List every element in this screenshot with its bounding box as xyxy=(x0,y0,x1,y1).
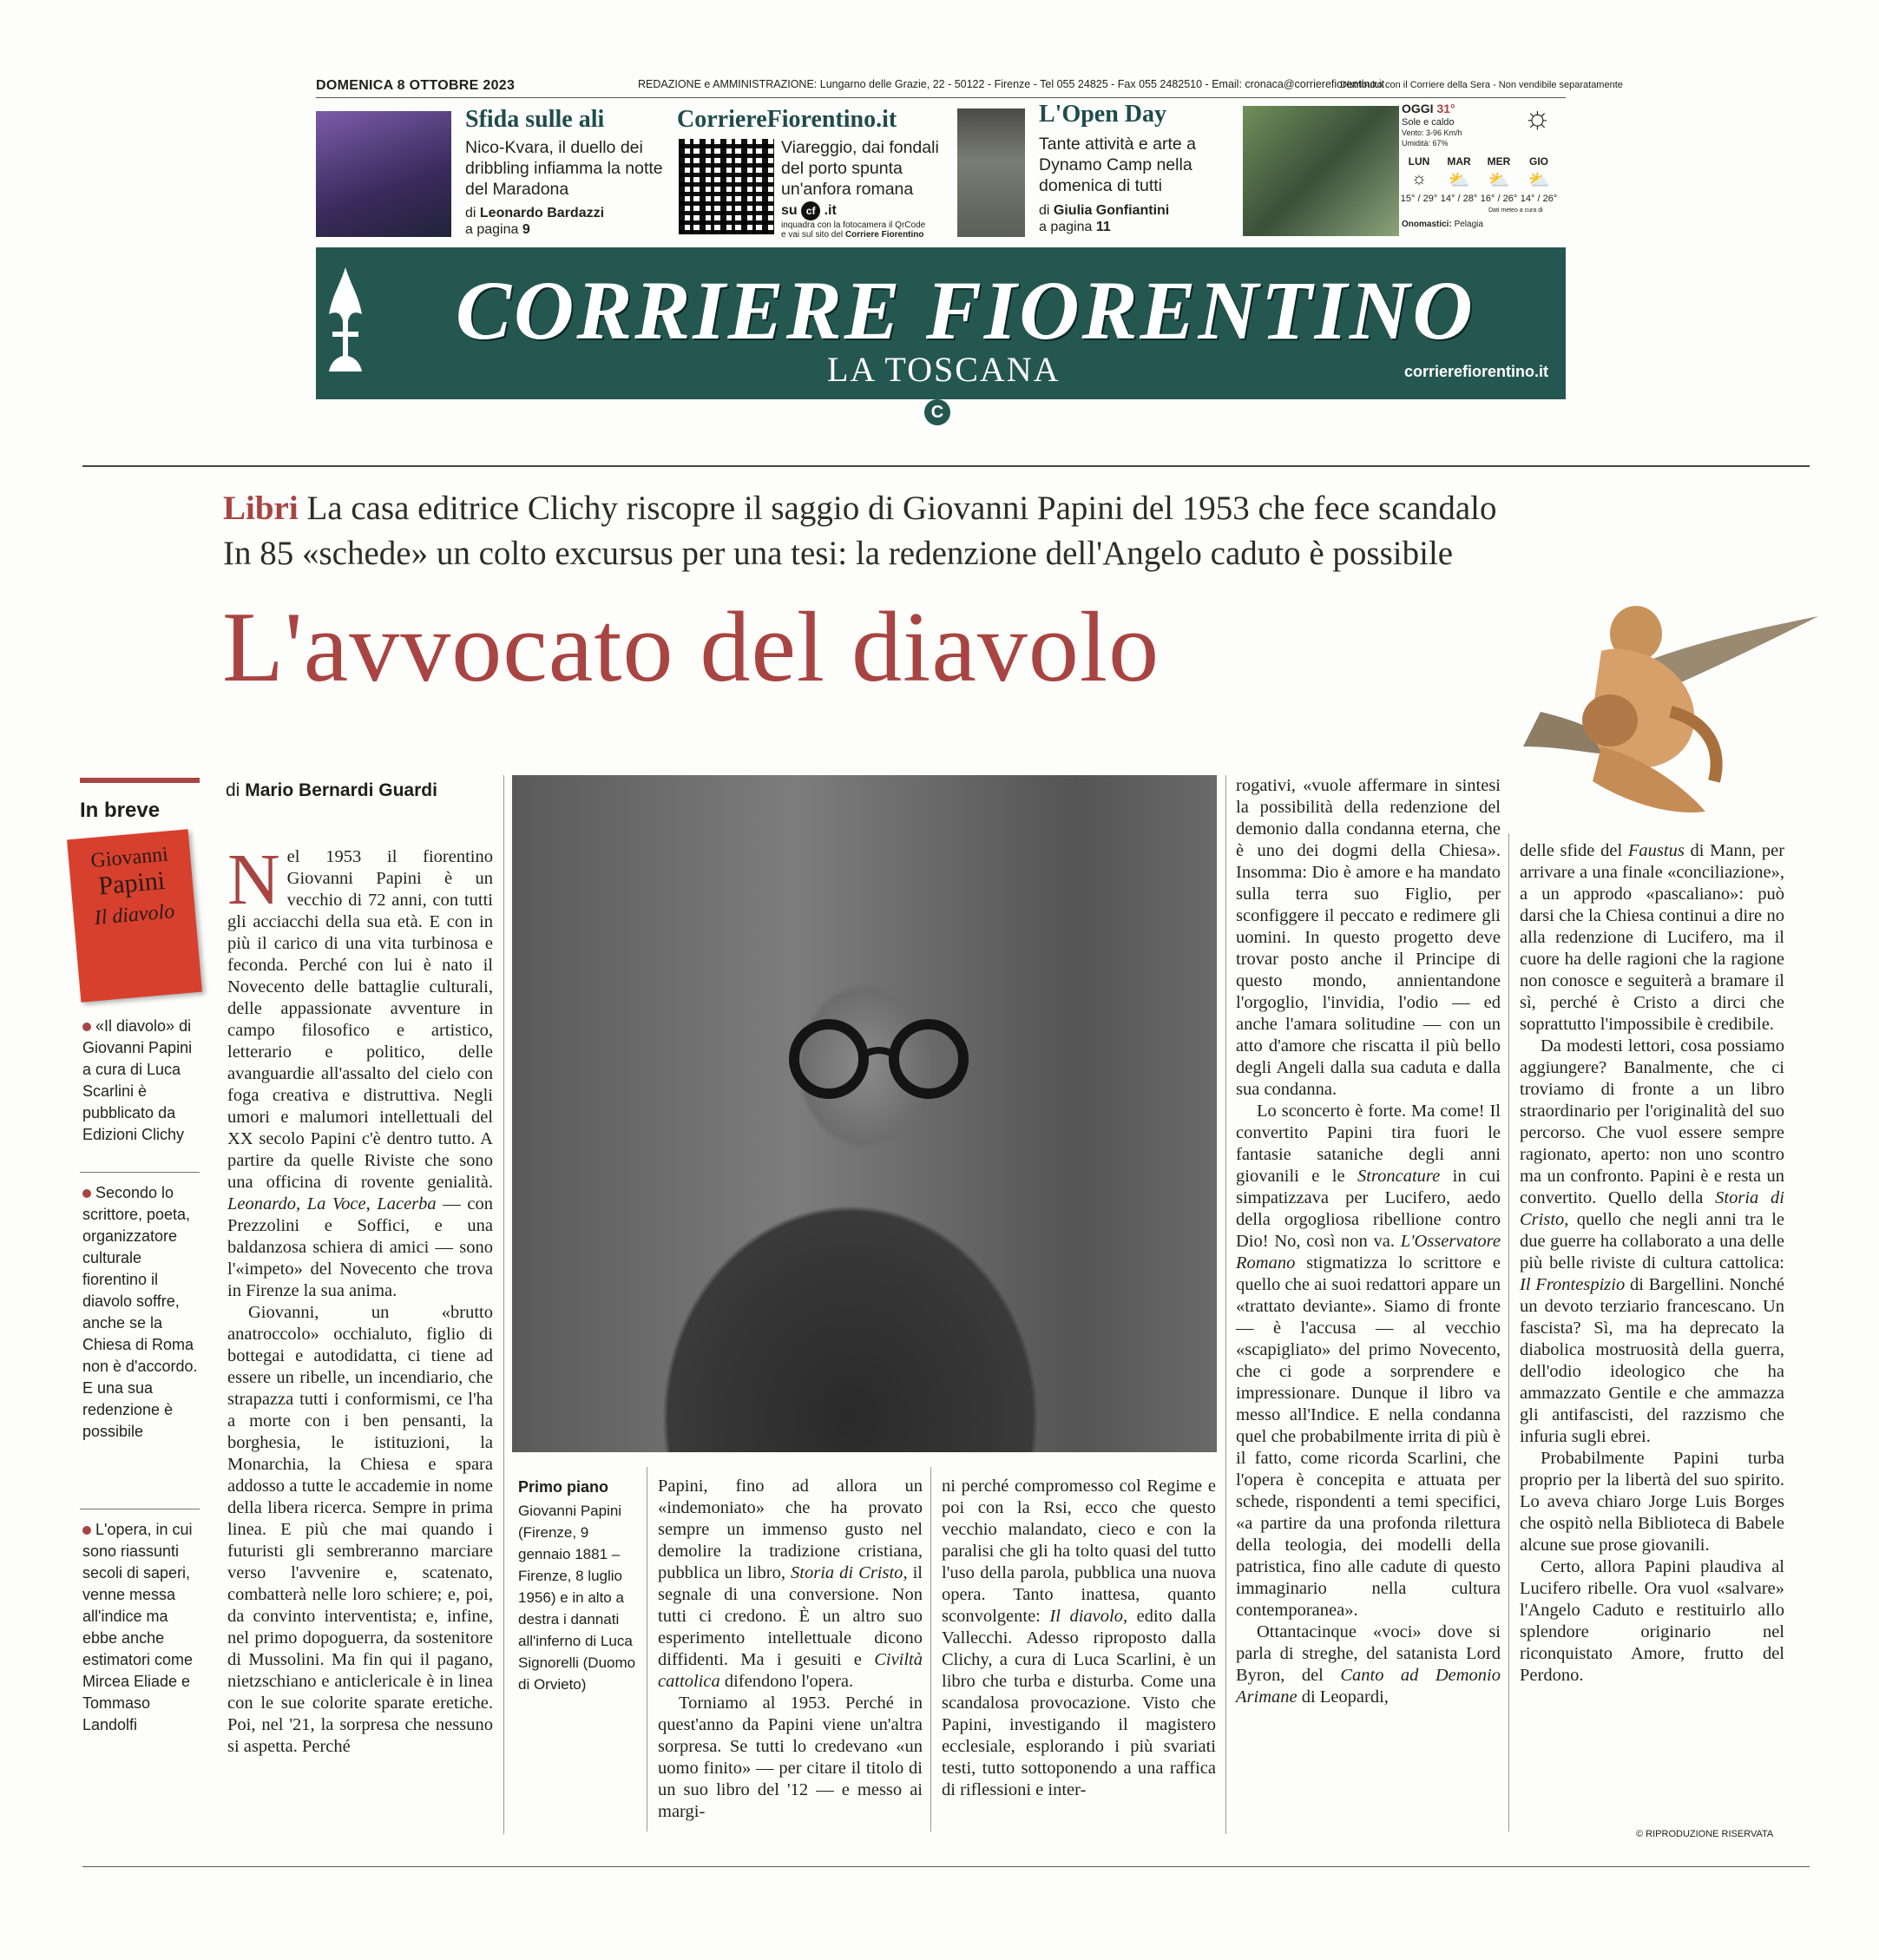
col5-p1b: di Mann, per arrivare a una finale «conciliazione», a un approdo «pascaliano»: può darsi che la Chiesa continui a dire no alla redenzione di Lucifero, ma il cuore ha delle ragioni che la ragione non conosce e seguiterà a bramare il sì, perché è Cristo a dirci che soprattutto l'impossibile è credibile. xyxy=(1520,841,1785,1034)
col2-italic: Storia di Cristo xyxy=(791,1563,903,1582)
teaser-openday-author: Giulia Gonfiantini xyxy=(1053,203,1170,218)
col2-p2: Torniamo al 1953. Perché in quest'anno da Papini viene un'altra sorpresa. Se tutti lo credevano «un uomo finito» — per citare il titolo di un suo libro del '12 — e messo ai margi- xyxy=(658,1694,923,1821)
col3-p1b: , edito dalla Vallecchi. Adesso riproposto dalla Clichy, a cura di Luca Scarlini, è un libro che turba e disturba. Come una scandalosa provocazione. Visto che Papini, investigando il magistero ecclesiale, esplorando i più svariati testi, tutto sottoponendo a una raffica di riflessioni e inter- xyxy=(942,1607,1217,1799)
qr-text-1: inquadra con la fotocamera il QrCode xyxy=(781,220,926,230)
col5-p3: Probabilmente Papini turba proprio per la libertà del suo spirito. Lo aveva chiaro Jorge Luis Borges che ospitò nella Biblioteca di Babele alcune sue prose giovanili. xyxy=(1520,1449,1784,1555)
onomastici xyxy=(1402,220,1483,229)
article-kicker-2: In 85 «schede» un colto excursus per una tesi: la redenzione dell'Angelo caduto è possibile xyxy=(223,535,1454,572)
col4-p1: rogativi, «vuole affermare in sintesi la possibilità della redenzione del demonio dalla condanna eterna, che è uno dei dogmi della Chiesa». Insomma: Dio è amore e ha mandato sulla terra suo Figlio, per sconfiggere il peccato e redimere gli uomini. In questo progetto deve trovar posto anche il Principe di questo mondo, annientandone l'orgoglio, l'invidia, l'odio — ed anche l'amara solitudine — con un atto d'amore che riscatta il più bello degli Angeli dalla sua caduta e dalla sua condanna. xyxy=(1236,776,1501,1099)
article-column-5 xyxy=(1520,840,1784,1687)
forecast-day-2: MAR xyxy=(1447,155,1471,168)
article-headline: L'avvocato del diavolo xyxy=(222,592,1160,703)
col2-p1a: Papini, fino ad allora un «indemoniato» che ha provato sempre un immenso gusto nel demolire la tradizione cristiana, pubblica un libro, xyxy=(658,1477,923,1582)
teaser-sport-author: Leonardo Bardazzi xyxy=(479,206,605,220)
sidebar-title: In breve xyxy=(80,799,161,822)
cf-logo-icon: cf xyxy=(801,201,820,220)
bullet-icon xyxy=(82,1526,91,1535)
col1-italic: Leonardo, La Voce, Lacerba xyxy=(227,1194,437,1213)
col5-p4: Certo, allora Papini plaudiva al Lucifero ribelle. Ora vuol «salvare» l'Angelo Caduto e restituirlo allo splendore originario nel riconquistato Amore, frutto del Perdono. xyxy=(1520,1557,1784,1685)
article-column-4 xyxy=(1236,775,1501,1708)
distribution-note: Distribuito con il Corriere della Sera - Non vendibile separatamente xyxy=(1340,80,1623,90)
onomastici-value: Pelagia xyxy=(1454,220,1483,229)
col2-italic2: Civiltà cattolica xyxy=(658,1650,923,1691)
col1-p1-end: — con Prezzolini e Soffici, e una baldanzosa schiera di amici — sono l'«impeto» del Novecento che trova in Firenze la sua anima. xyxy=(227,1194,493,1300)
weather-credit: Dati meteo a cura di xyxy=(1488,207,1543,214)
signorelli-damned-illustration xyxy=(1506,582,1827,825)
byline-prefix: di xyxy=(1039,203,1050,218)
sidebar-note-1 xyxy=(82,1016,200,1146)
dropcap: N xyxy=(227,839,280,920)
issue-date: DOMENICA 8 OTTOBRE 2023 xyxy=(316,78,516,93)
article-author: Mario Bernardi Guardi xyxy=(245,780,437,800)
qr-text-2: e vai sul sito del xyxy=(781,230,844,240)
column-rule xyxy=(1225,775,1226,1834)
byline-prefix: di xyxy=(465,206,476,220)
note-text: L'opera, in cui sono riassunti secoli di saperi, venne messa all'indice ma ebbe anche estimatori come Mircea Eliade e Tommaso Landolfi xyxy=(82,1521,194,1733)
col2-p1c: difendono l'opera. xyxy=(724,1672,854,1691)
teaser-sport-byline xyxy=(465,205,665,238)
forecast-temp-1: 15° / 29° xyxy=(1400,194,1438,204)
article-column-3 xyxy=(942,1476,1216,1801)
col5-p2c: di Bargellini. Nonché un devoto terziario francescano. Un fascista? Sì, ma ha deprecato la diabolica mostruosità della guerra, dell'odio ideologico che ha ammazzato Gentile e che ammazza gli antifascisti, del razzismo che infuria sugli ebrei. xyxy=(1520,1275,1785,1446)
teaser-sport-headline[interactable]: Sfida sulle ali xyxy=(465,106,605,133)
weather-box xyxy=(1400,100,1567,229)
qr-text-3: Corriere Fiorentino xyxy=(844,230,924,240)
bullet-icon xyxy=(82,1023,91,1031)
col4-italic: Stroncature xyxy=(1357,1167,1441,1186)
article-column-1 xyxy=(227,839,493,1758)
col5-p1a: delle sfide del xyxy=(1520,841,1623,860)
byline-prefix: di xyxy=(226,780,240,800)
archery-photo xyxy=(1243,106,1399,236)
weather-conditions: Sole e caldo xyxy=(1402,117,1455,128)
forecast-temp-4: 14° / 26° xyxy=(1520,194,1558,204)
copyright-notice: © RIPRODUZIONE RISERVATA xyxy=(1636,1829,1774,1839)
amphora-photo xyxy=(957,109,1025,237)
col4-p2a: Lo sconcerto è forte. Ma come! Il convertito Papini tira fuori le fantasie sataniche degli anni giovanili e le xyxy=(1236,1102,1501,1186)
it-label: .it xyxy=(824,203,837,218)
today-label: OGGI xyxy=(1402,102,1434,115)
col5-italic3: Il Frontespizio xyxy=(1520,1275,1626,1294)
col3-italic: Il diavolo xyxy=(1049,1607,1123,1626)
papini-portrait-photo xyxy=(512,775,1217,1452)
sidebar-note-3 xyxy=(82,1519,200,1736)
col4-p2c: stigmatizza lo scrittore e quello che ai suoi redattori appare un «trattato deviante». Siamo di fronte — è l'accusa — al vecchio «scapigliato» del primo Novecento, che ci gode a sorprendere e impressionare. Dunque il libro va messo all'Indice. E nella condanna quel che probabilmente irrita di più è il fatto, come ricorda Scarlini, che l'opera è concepita e attuata per schede, rispondenti a temi specifici, «a partire da una profonda rilettura della teologia, dei modelli della patristica, fino alle cadute di questo immaginario nella cultura contemporanea». xyxy=(1236,1253,1501,1620)
editorial-address: REDAZIONE e AMMINISTRAZIONE: Lungarno delle Grazie, 22 - 50122 - Firenze - Tel 055 24825 - Fax 055 2482510 - Email: cronaca@corrierefiorentino.it xyxy=(638,78,1385,90)
teaser-openday-page: 11 xyxy=(1095,220,1111,234)
teaser-openday-text[interactable]: Tante attività e arte a Dynamo Camp nella domenica di tutti xyxy=(1039,135,1197,195)
section-label: Libri xyxy=(223,490,299,527)
corriere-badge-icon: C xyxy=(924,399,950,425)
kicker-1-text: La casa editrice Clichy riscopre il saggio di Giovanni Papini del 1953 che fece scandalo xyxy=(306,490,1497,527)
newspaper-brand[interactable]: CORRIERE FIORENTINO xyxy=(456,264,1475,357)
col2-p1b: , il segnale di una conversione. Non tutti ci credono. È un altro suo esperimento intellettuale dicono diffidenti. Ma i gesuiti e xyxy=(658,1563,923,1669)
today-temp: 31° xyxy=(1436,102,1455,115)
caption-title: Primo piano xyxy=(518,1478,609,1496)
book-title: Il diavolo xyxy=(93,900,176,930)
note-text: Secondo lo scrittore, poeta, organizzatore culturale fiorentino il diavolo soffre, anche se la Chiesa di Roma non è d'accordo. E una sua redenzione è possibile xyxy=(82,1184,198,1440)
col4-p3b: di Leopardi, xyxy=(1301,1687,1389,1707)
col4-p2b: in cui simpatizzava per Lucifero, aedo della orgogliosa ribellione contro Dio! No, così non va. xyxy=(1236,1167,1501,1251)
forecast-day-1: LUN xyxy=(1408,155,1430,168)
top-rule xyxy=(316,97,1566,98)
qr-instructions xyxy=(781,220,955,240)
col5-italic2: Storia di Cristo xyxy=(1520,1188,1784,1229)
column-rule xyxy=(503,775,504,1834)
football-player-photo xyxy=(316,111,451,237)
col1-p2: Giovanni, un «brutto anatroccolo» occhialuto, figlio di bottegai e autodidatta, ci tiene ad essere un ribelle, un incendiario, che strapazza tutti i conformismi, ce l'ha a morte con i ben pensanti, la borghesia, le istituzioni, la Monarchia, la Chiesa e spara addosso a tutte le accademie in nome della libera ricerca. Sempre in prima linea. E più che mai quando i futuristi gli sembreranno marciare verso l'avvenire e, scatenato, combatterà nelle loro schiere; e, poi, da convinto interventista; e, infine, nel primo dopoguerra, da sostenitore di Mussolini. Ma fin qui il pagano, nietzschiano e anticlericale è in linea con le sue colorite sparate eretiche. Poi, nel '21, la sorpresa che nessuno si aspetta. Perché xyxy=(227,1303,493,1756)
website-teaser-headline[interactable]: CorriereFiorentino.it xyxy=(677,106,897,133)
book-author-last: Papini xyxy=(97,865,167,901)
col4-p3a: Ottantacinque «voci» dove si parla di streghe, del satanista Lord Byron, del xyxy=(1236,1622,1501,1685)
weather-today xyxy=(1402,102,1455,115)
qr-code[interactable] xyxy=(679,139,774,234)
col5-italic: Faustus xyxy=(1627,841,1685,860)
article-kicker-1 xyxy=(223,489,1496,528)
newspaper-region: LA TOSCANA xyxy=(827,350,1061,389)
su-label: su xyxy=(781,203,798,218)
teaser-sport-text[interactable]: Nico-Kvara, il duello dei dribbling infiamma la notte del Maradona xyxy=(465,138,663,199)
col3-p1a: ni perché compromesso col Regime e poi con la Rsi, ecco che questo vecchio malandato, cieco e con la paralisi che gli ha tolto quasi del tutto l'uso della parola, pubblica una nuova opera. Tanto inattesa, quanto sconvolgente: xyxy=(942,1477,1216,1626)
book-cover xyxy=(67,829,202,1002)
florence-lily-icon xyxy=(324,260,367,391)
note-divider xyxy=(80,1172,200,1173)
partly-cloudy-icon: ⛅ xyxy=(1448,171,1470,190)
sidebar-accent-bar xyxy=(80,778,200,783)
col5-p2a: Da modesti lettori, cosa possiamo aggiungere? Banalmente, che ci troviamo di fronte a un libro straordinario per l'originalità del suo percorso. Che vuol essere sempre ragionato, aperto: non uno scontro ma un confronto. Papini è e resta un convertito. Quello della xyxy=(1520,1036,1784,1207)
sidebar-note-2 xyxy=(82,1182,200,1443)
photo-caption: Giovanni Papini (Firenze, 9 gennaio 1881 – Firenze, 8 luglio 1956) e in alto a destra i dannati all'inferno di Luca Signorelli (Duomo di Orvieto) xyxy=(518,1503,636,1693)
teaser-openday-byline xyxy=(1039,202,1234,235)
article-column-2 xyxy=(658,1476,923,1823)
teaser-sport-page: 9 xyxy=(522,222,530,237)
partly-cloudy-icon: ⛅ xyxy=(1528,171,1550,190)
forecast-day-3: MER xyxy=(1487,155,1511,168)
article-byline xyxy=(226,780,437,801)
forecast-temp-2: 14° / 28° xyxy=(1440,194,1478,204)
weather-humidity: Umidità: 67% xyxy=(1402,139,1449,148)
note-text: «Il diavolo» di Giovanni Papini a cura di Luca Scarlini è pubblicato da Edizioni Clichy xyxy=(82,1017,193,1143)
weather-wind: Vento: 3-96 Km/h xyxy=(1402,128,1462,137)
col5-p2b: , quello che negli anni tra le due guerre ha collaborato a una delle più belle riviste di cultura cattolica: xyxy=(1520,1210,1784,1273)
book-author-first: Giovanni xyxy=(89,843,169,873)
glasses-icon xyxy=(777,1016,985,1102)
newspaper-site[interactable]: corrierefiorentino.it xyxy=(1404,363,1549,380)
website-teaser-text[interactable]: Viareggio, dai fondali del porto spunta un'anfora romana xyxy=(781,138,939,199)
column-rule xyxy=(1508,833,1509,1832)
forecast-day-4: GIO xyxy=(1528,155,1548,168)
col4-italic2: L'Osservatore Romano xyxy=(1236,1232,1501,1273)
col1-p1: el 1953 il fiorentino Giovanni Papini è un vecchio di 72 anni, con tutti gli acciacchi della sua età. E con in più il carico di una vita turbinosa e feconda. Perché con lui è nato il Novecento delle battaglie culturali, delle appassionate avventure in campo filosofico e artistico, letterario e politico, delle avanguardie all'assalto del cielo con foga creativa e distruttiva. Negli umori e malumori intellettuali del XX secolo Papini c'è dentro tutto. A partire da quelle Riviste che sono una officina di rovente genialità. xyxy=(227,847,493,1192)
sun-icon: ☼ xyxy=(1410,169,1428,188)
onomastici-label: Onomastici: xyxy=(1402,220,1452,229)
sun-icon: ☼ xyxy=(1523,100,1552,135)
website-su-cf xyxy=(781,201,837,220)
col4-italic3: Canto ad Demonio Arimane xyxy=(1236,1666,1501,1707)
teaser-openday-headline[interactable]: L'Open Day xyxy=(1039,101,1167,128)
page-prefix: a pagina xyxy=(465,222,519,237)
page-prefix: a pagina xyxy=(1039,220,1093,234)
column-rule xyxy=(930,1467,931,1832)
article-top-rule xyxy=(82,465,1810,467)
partly-cloudy-icon: ⛅ xyxy=(1488,171,1510,190)
article-bottom-rule xyxy=(82,1866,1810,1867)
forecast-temp-3: 16° / 26° xyxy=(1480,194,1518,204)
bullet-icon xyxy=(82,1189,91,1198)
